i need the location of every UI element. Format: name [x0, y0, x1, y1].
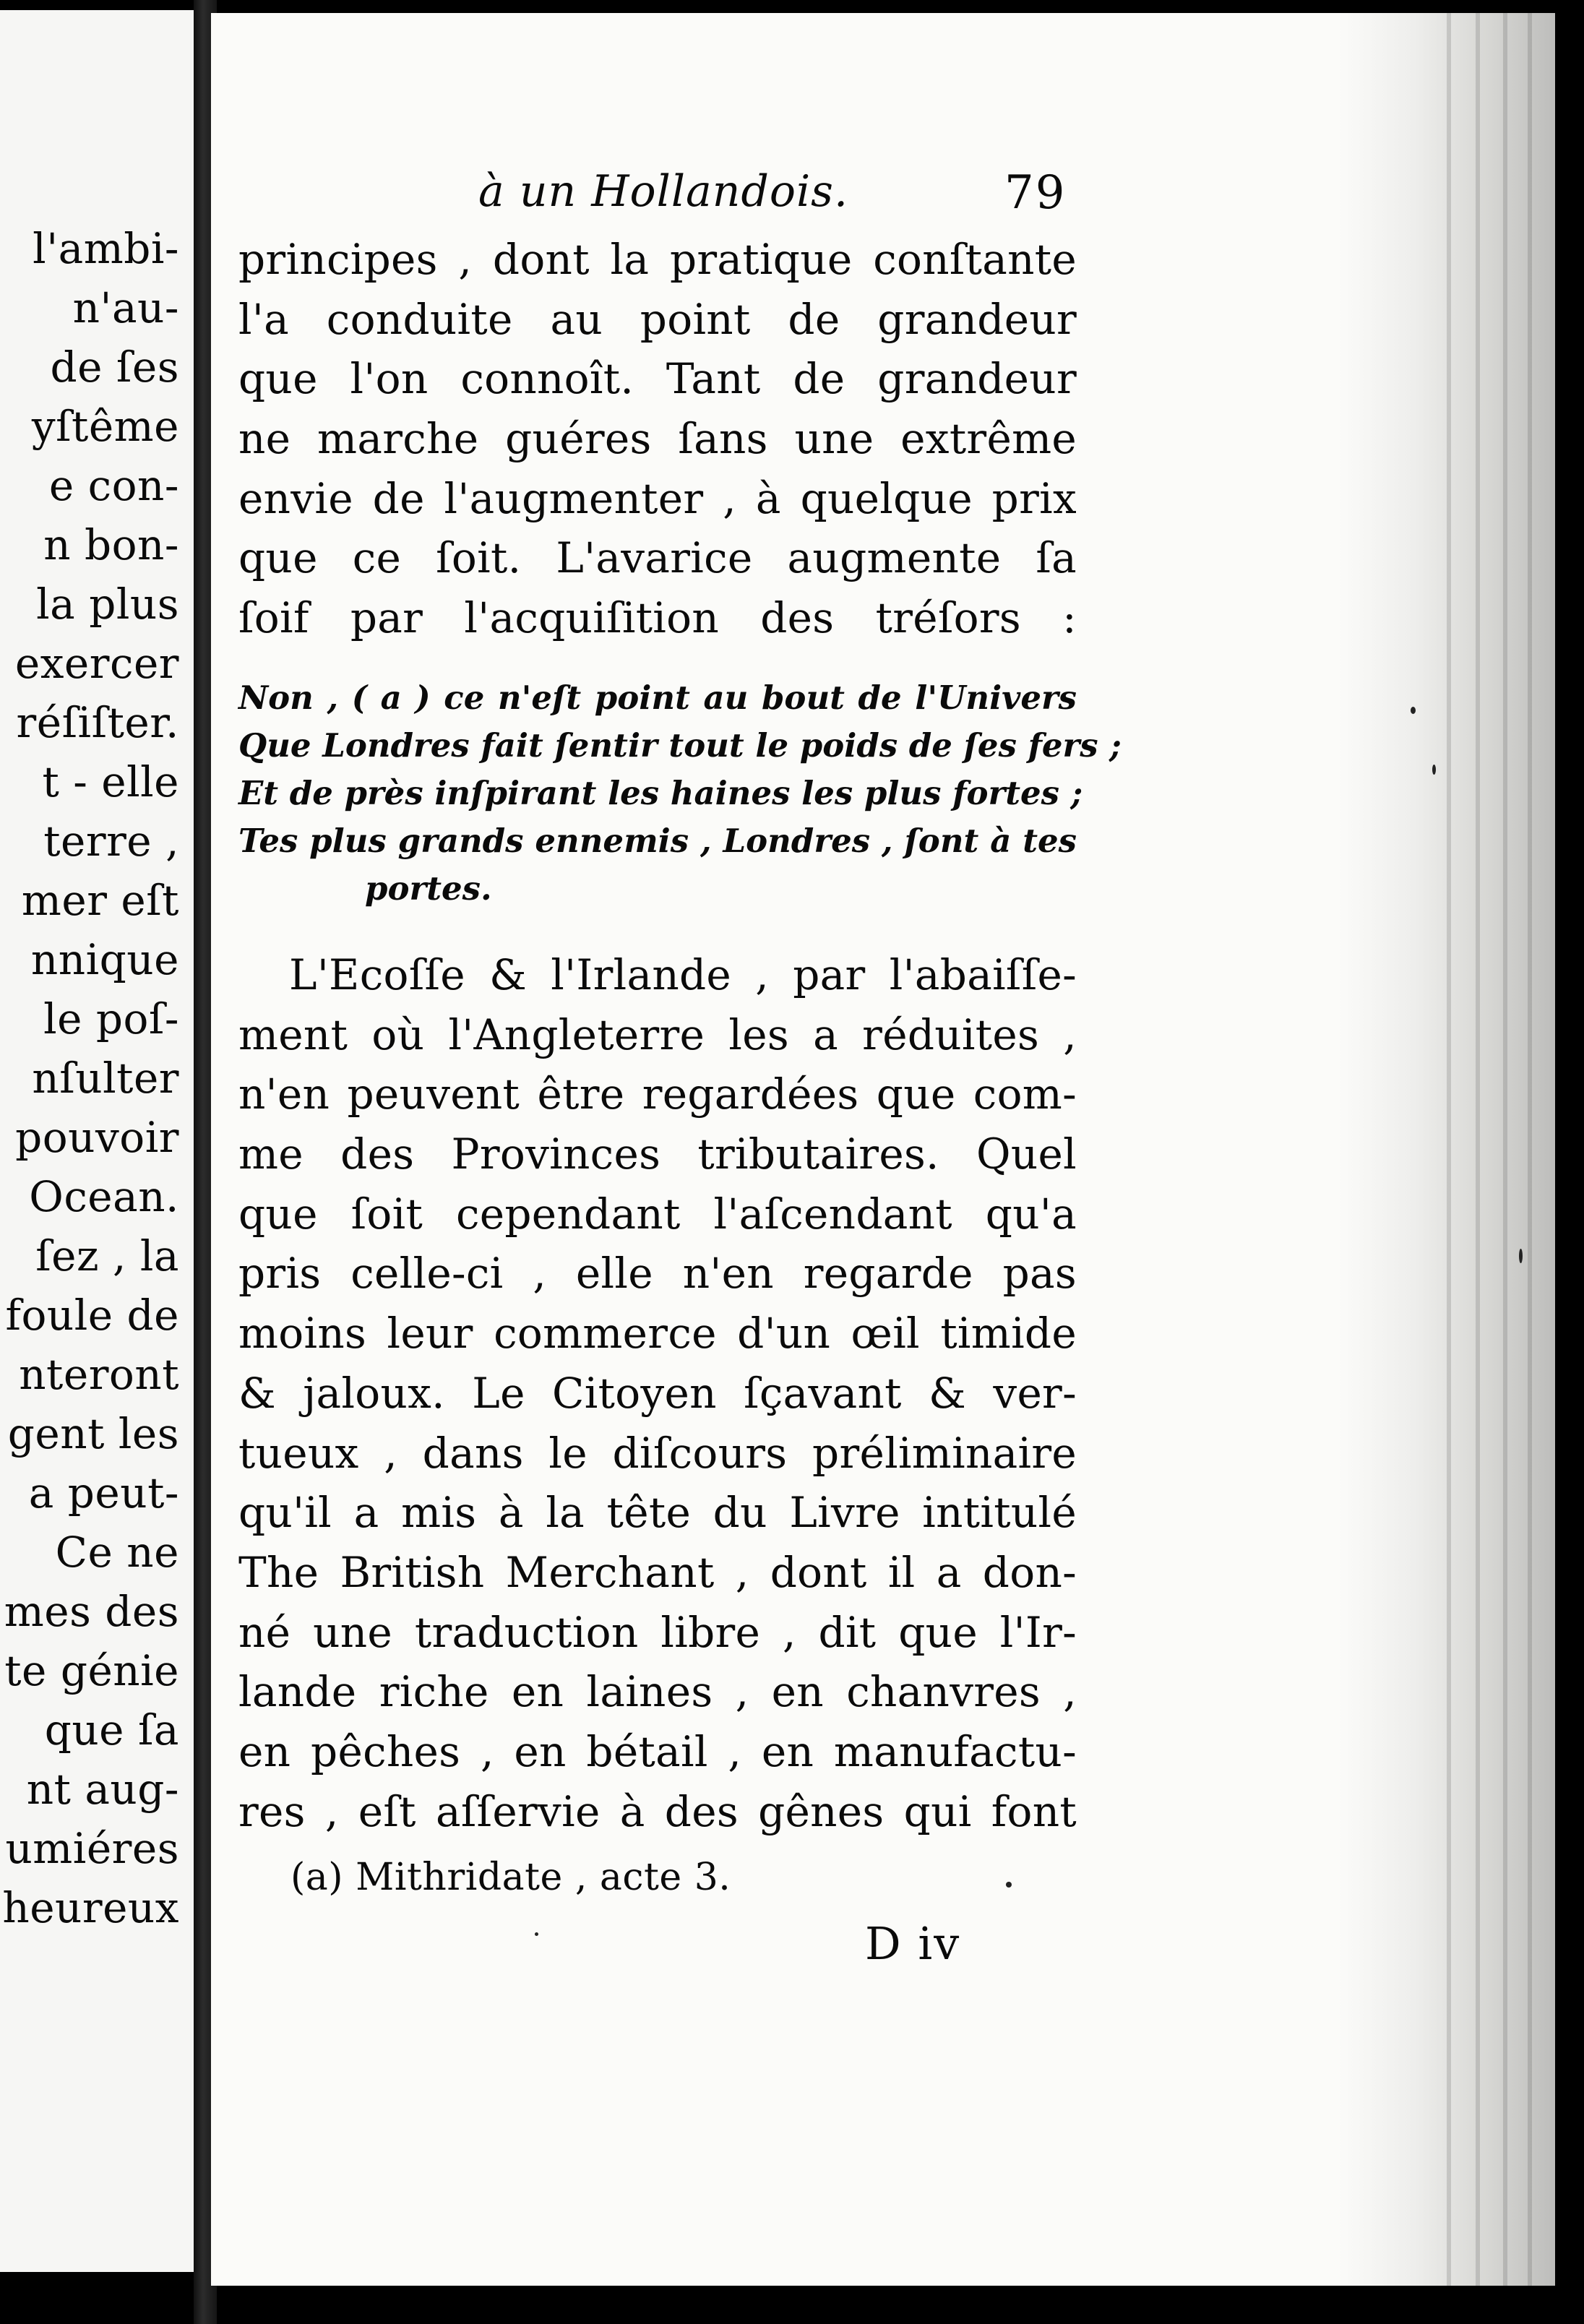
text-line: que l'on connoît. Tant de grandeur	[238, 354, 1077, 404]
text-line: que ce ſoit. L'avarice augmente ſa	[238, 533, 1077, 583]
text-line: tueux , dans le diſcours préliminaire	[238, 1428, 1077, 1478]
main-page	[211, 13, 1555, 2286]
left-line: n bon-	[43, 520, 179, 569]
paragraph-2	[238, 945, 1077, 1841]
verse-line: Et de près inſpirant les haines les plus fortes ;	[238, 774, 1083, 812]
verse-line: Non , ( a ) ce n'eſt point au bout de l'Univers	[238, 679, 1077, 717]
text-line: en pêches , en bétail , en manufactu-	[238, 1726, 1077, 1776]
text-line: principes , dont la pratique conſtante	[238, 235, 1077, 284]
signature-mark: D iv	[865, 1917, 961, 1970]
left-facing-page	[0, 10, 194, 2272]
text-line: l'a conduite au point de grandeur	[238, 294, 1077, 344]
left-line: a peut-	[28, 1468, 179, 1518]
paragraph-1	[238, 230, 1077, 648]
left-line: Ocean.	[29, 1172, 179, 1221]
text-line: The British Merchant , dont il a don-	[238, 1547, 1077, 1597]
text-line: & jaloux. Le Citoyen ſçavant & ver-	[238, 1368, 1077, 1418]
text-line: me des Provinces tributaires. Quel	[238, 1129, 1077, 1179]
left-line: nteront	[19, 1350, 179, 1399]
left-line: pouvoir	[15, 1113, 179, 1162]
text-line: n'en peuvent être regardées que com-	[238, 1070, 1077, 1119]
ink-speck	[1411, 707, 1416, 714]
ink-speck	[1006, 1882, 1012, 1888]
left-line: Ce ne	[55, 1528, 179, 1577]
ink-speck	[535, 1932, 538, 1936]
footnote: (a) Mithridate , acte 3.	[290, 1856, 731, 1899]
verse-line: portes.	[365, 869, 492, 908]
left-line: réſiſter.	[16, 698, 179, 747]
text-line: pris celle-ci , elle n'en regarde pas	[238, 1249, 1077, 1299]
left-line: le poſ-	[43, 994, 179, 1043]
left-line: de ſes	[50, 343, 179, 392]
verse-line: Que Londres fait ſentir tout le poids de ſes fers ;	[238, 726, 1122, 765]
text-line: res , eſt aſſervie à des gênes qui font	[238, 1786, 1077, 1836]
left-line: nſulter	[32, 1054, 179, 1103]
left-line: yſtême	[31, 402, 179, 451]
verse-quotation	[238, 674, 1122, 913]
running-head: à un Hollandois.	[478, 166, 849, 217]
ink-speck	[1432, 765, 1436, 775]
left-line: que ſa	[44, 1705, 179, 1755]
text-line: que ſoit cependant l'aſcendant qu'a	[238, 1189, 1077, 1239]
left-line: gent les	[7, 1409, 179, 1458]
left-line: mer eſt	[21, 876, 179, 925]
left-line: exercer	[14, 639, 179, 688]
text-line: envie de l'augmenter , à quelque prix	[238, 473, 1077, 523]
left-line: e con-	[48, 461, 179, 510]
left-line: l'ambi-	[33, 224, 179, 273]
text-line: qu'il a mis à la tête du Livre intitulé	[238, 1488, 1077, 1538]
page-number: 79	[1004, 166, 1067, 220]
left-line: te génie	[4, 1646, 179, 1695]
left-line: nt aug-	[26, 1765, 179, 1814]
text-line: né une traduction libre , dit que l'Ir-	[238, 1607, 1077, 1657]
left-line: la plus	[36, 580, 179, 629]
left-line: n'au-	[72, 283, 179, 332]
text-line: lande riche en laines , en chanvres ,	[238, 1667, 1077, 1717]
left-line: nnique	[30, 935, 179, 984]
text-line: ſoif par l'acquiſition des tréſors :	[238, 593, 1077, 643]
left-line: ſez , la	[35, 1231, 179, 1281]
text-line: L'Ecoſſe & l'Irlande , par l'abaiſſe-	[289, 950, 1077, 999]
ink-speck	[1519, 1249, 1523, 1263]
verse-line: Tes plus grands ennemis , Londres , ſont à tes	[238, 822, 1077, 860]
left-line: umiéres	[5, 1824, 179, 1873]
text-line: ment où l'Angleterre les a réduites ,	[238, 1010, 1077, 1059]
left-line: foule de	[5, 1291, 179, 1340]
text-line: moins leur commerce d'un œil timide	[238, 1309, 1077, 1359]
left-line: terre ,	[43, 817, 179, 866]
left-line: t - elle	[42, 757, 179, 806]
left-line: heureux	[2, 1883, 179, 1932]
page-edge-shadow	[1338, 13, 1555, 2286]
left-line: mes des	[4, 1587, 179, 1636]
text-line: ne marche guéres ſans une extrême	[238, 414, 1077, 464]
